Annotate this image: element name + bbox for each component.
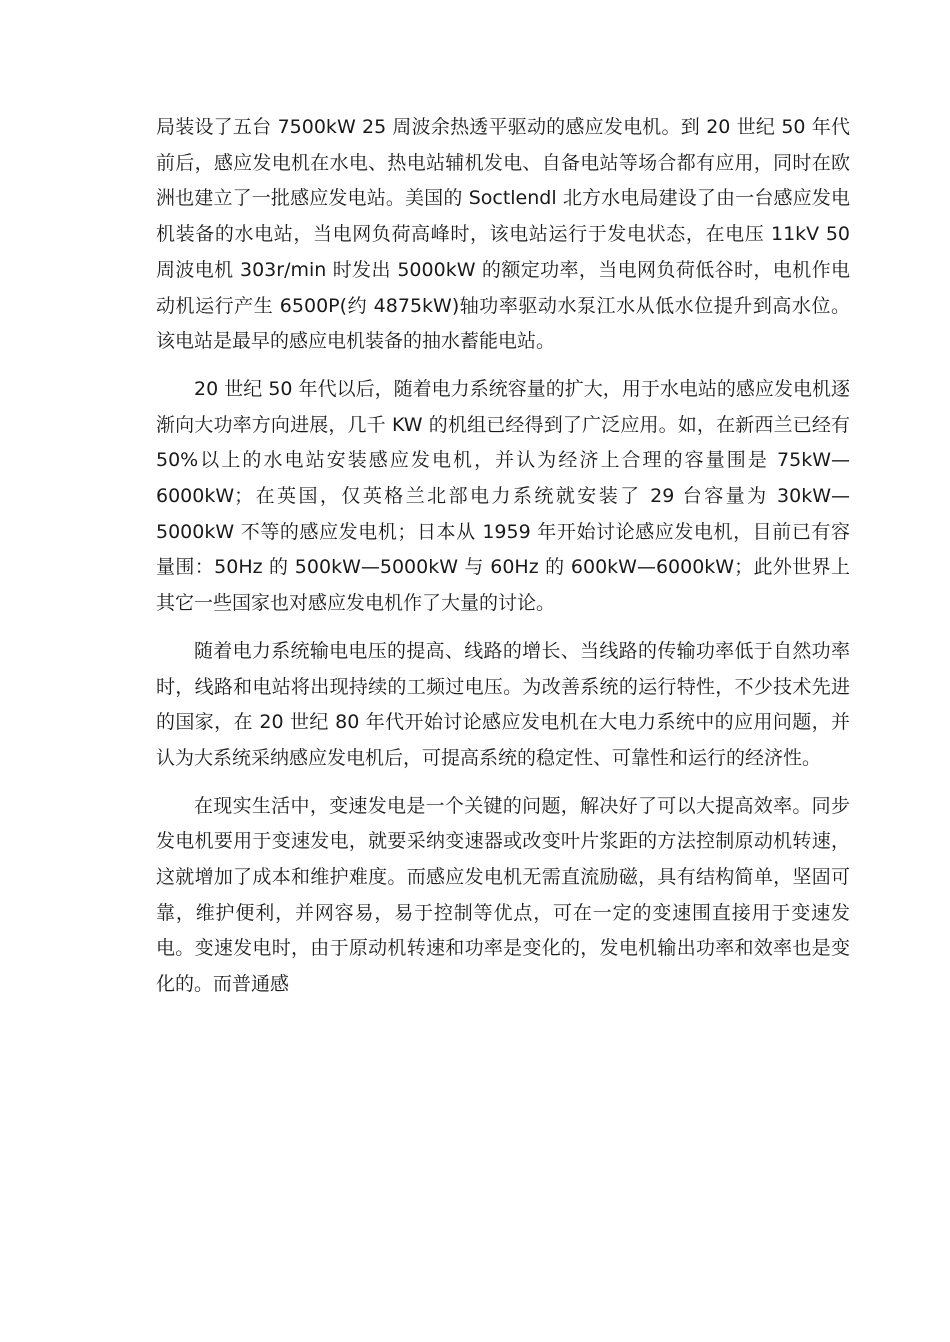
paragraph-3: 随着电力系统输电电压的提高、线路的增长、当线路的传输功率低于自然功率时，线路和电站将出现持续的工频过电压。为改善系统的运行特性，不少技术先进的国家，在 20 世纪 80 年代开始讨论感应发电机在大电力系统中的应用问题，并认为大系统采纳感应发电机后，可提高系统的稳定性、可靠性和运行的经济性。 — [156, 639, 850, 769]
body-text — [156, 110, 850, 1015]
paragraph-2: 20 世纪 50 年代以后，随着电力系统容量的扩大，用于水电站的感应发电机逐渐向大功率方向进展，几千 KW 的机组已经得到了广泛应用。如，在新西兰已经有 50%以上的水电站安装感应发电机，并认为经济上合理的容量围是 75kW—6000kW；在英国，仅英格兰北部电力系统就安装了 29 台容量为 30kW—5000kW 不等的感应发电机；日本从 1959 年开始讨论感应发电机，目前已有容量围：50Hz 的 500kW—5000kW 与 60Hz 的 600kW—6000kW；此外世界上其它一些国家也对感应发电机作了大量的讨论。 — [156, 377, 850, 615]
paragraph-1: 局装设了五台 7500kW 25 周波余热透平驱动的感应发电机。到 20 世纪 50 年代前后，感应发电机在水电、热电站辅机发电、自备电站等场合都有应用，同时在欧洲也建立了一批感应发电站。美国的 Soctlendl 北方水电局建设了由一台感应发电机装备的水电站，当电网负荷高峰时，该电站运行于发电状态，在电压 11kV 50 周波电机 303r/min 时发出 5000kW 的额定功率，当电网负荷低谷时，电机作电动机运行产生 6500P(约 4875kW)轴功率驱动水泵江水从低水位提升到高水位。该电站是最早的感应电机装备的抽水蓄能电站。 — [156, 116, 850, 353]
paragraph-4: 在现实生活中，变速发电是一个关键的问题，解决好了可以大提高效率。同步发电机要用于变速发电，就要采纳变速器或改变叶片浆距的方法控制原动机转速，这就增加了成本和维护难度。而感应发电机无需直流励磁，具有结构简单，坚固可靠，维护便利，并网容易，易于控制等优点，可在一定的变速围直接用于变速发电。变速发电时，由于原动机转速和功率是变化的，发电机输出功率和效率也是变化的。而普通感 — [156, 794, 850, 996]
